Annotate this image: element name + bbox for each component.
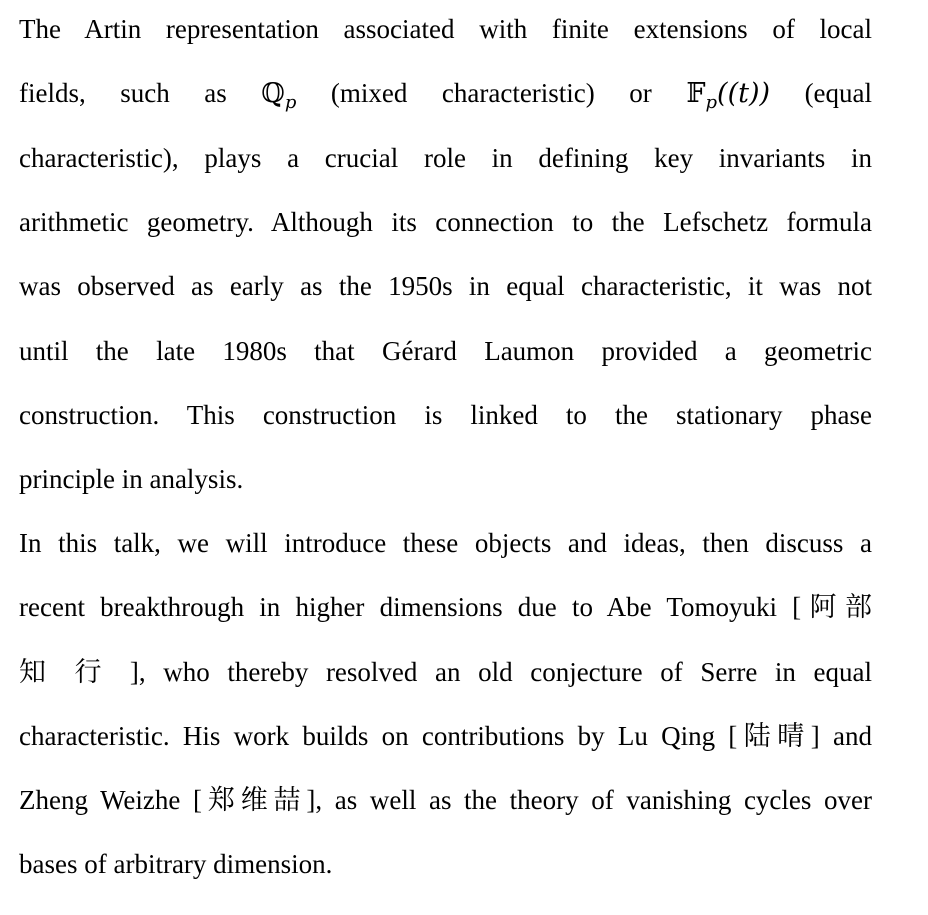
paragraph1-line1: The Artin representation associated with finite extensions of local [19,14,872,44]
paragraph2-line1: In this talk, we will introduce these objects and ideas, then discuss a [19,528,872,558]
math-Fp [686,78,771,113]
paragraph2-line5: Zheng Weizhe [郑维喆], as well as the theory of vanishing cycles over [19,785,872,815]
math-Qp [261,78,297,113]
paragraph1-line6: until the late 1980s that Gérard Laumon provided a geometric [19,336,872,366]
math-Fp-sub: p [705,92,718,113]
paragraph1-line2-suffix: (equal [804,78,873,108]
paragraph1-line4: arithmetic geometry. Although its connection to the Lefschetz formula [19,207,872,237]
paragraph2-line3: 知 行 ], who thereby resolved an old conjecture of Serre in equal [19,657,872,687]
paragraph1-line7: construction. This construction is linked to the stationary phase [19,400,872,430]
paragraph1-line2 [19,76,872,111]
paragraph1-line3: characteristic), plays a crucial role in defining key invariants in [19,143,872,173]
paragraph1-line5: was observed as early as the 1950s in equal characteristic, it was not [19,271,872,301]
math-Fp-base: 𝔽 [686,78,706,109]
math-Fp-args: ((t)) [717,78,771,109]
paragraph2-line6: bases of arbitrary dimension. [19,849,333,879]
math-Qp-sub: p [284,92,297,113]
paragraph1-line2-prefix: fields, such as [19,78,227,108]
paragraph2-line2: recent breakthrough in higher dimensions due to Abe Tomoyuki [阿部 [19,592,872,622]
paragraph1-line2-mid: (mixed characteristic) or [330,78,652,108]
math-Qp-base: ℚ [261,78,285,109]
paragraph2-line4: characteristic. His work builds on contributions by Lu Qing [陆晴] and [19,721,872,751]
paragraph1-line8: principle in analysis. [19,464,244,494]
